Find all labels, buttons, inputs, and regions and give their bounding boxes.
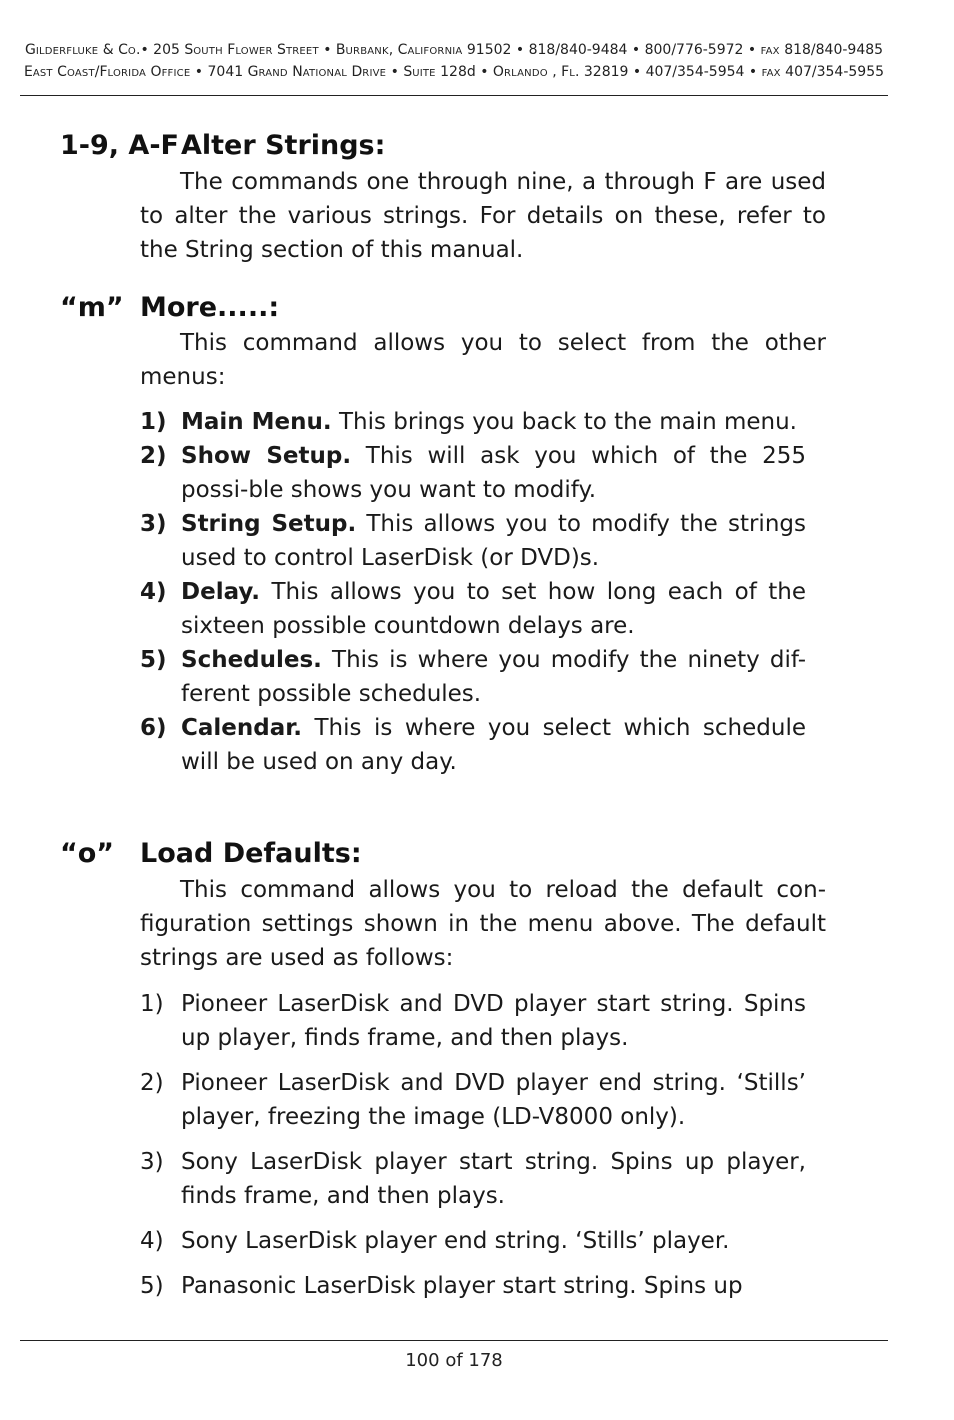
alter-strings-heading: Alter Strings: <box>181 130 386 161</box>
alter-strings-body: The commands one through nine, a through F are used to alter the various strings. For details on these, refer to the String section of this manual. <box>140 169 826 263</box>
header-line-1: GILDERFLUKE & CO.• 205 SOUTH FLOWER STREET • BURBANK, CALIFORNIA 91502 • 818/840-9484 • 800/776-5972 • FAX 818/840-9485 <box>24 42 884 58</box>
list-item: 3) Sony LaserDisk player start string. Spins up player, finds frame, and then plays. <box>140 1149 806 1209</box>
load-defaults-key: “o” <box>60 838 115 869</box>
default-strings-list <box>140 987 806 1314</box>
list-item: 5) Panasonic LaserDisk player start string. Spins up <box>140 1273 743 1299</box>
page-number: 100 of 178 <box>405 1350 503 1371</box>
more-menu-list <box>140 405 806 779</box>
footer-divider <box>20 1340 888 1341</box>
more-body: This command allows you to select from the other menus: <box>140 330 826 390</box>
list-item: 3) String Setup. This allows you to modify the strings used to control LaserDisk (or DVD)s. <box>140 511 806 571</box>
load-defaults-heading: Load Defaults: <box>140 838 362 869</box>
header-divider <box>20 95 888 96</box>
list-item: 5) Schedules. This is where you modify the ninety dif-ferent possible schedules. <box>140 647 806 707</box>
more-key: “m” <box>60 292 124 323</box>
company-header <box>20 40 888 84</box>
more-heading: More.....: <box>140 292 280 323</box>
list-item: 4) Sony LaserDisk player end string. ‘Stills’ player. <box>140 1228 730 1254</box>
list-item: 1) Main Menu. This brings you back to the main menu. <box>140 409 797 435</box>
list-item: 2) Pioneer LaserDisk and DVD player end string. ‘Stills’ player, freezing the image (LD-V8000 only). <box>140 1070 806 1130</box>
load-defaults-body: This command allows you to reload the default con-figuration settings shown in the menu above. The default strings are used as follows: <box>140 877 826 971</box>
alter-strings-key: 1-9, A-F <box>60 130 179 161</box>
header-line-2: EAST COAST/FLORIDA OFFICE • 7041 GRAND NATIONAL DRIVE • SUITE 128d • ORLANDO , FL. 32819 • 407/354-5954 • FAX 407/354-5955 <box>23 64 885 80</box>
list-item: 4) Delay. This allows you to set how long each of the sixteen possible countdown delays are. <box>140 579 806 639</box>
list-item: 1) Pioneer LaserDisk and DVD player start string. Spins up player, finds frame, and then plays. <box>140 991 806 1051</box>
list-item: 6) Calendar. This is where you select which schedule will be used on any day. <box>140 715 806 775</box>
list-item: 2) Show Setup. This will ask you which of the 255 possi-ble shows you want to modify. <box>140 443 806 503</box>
